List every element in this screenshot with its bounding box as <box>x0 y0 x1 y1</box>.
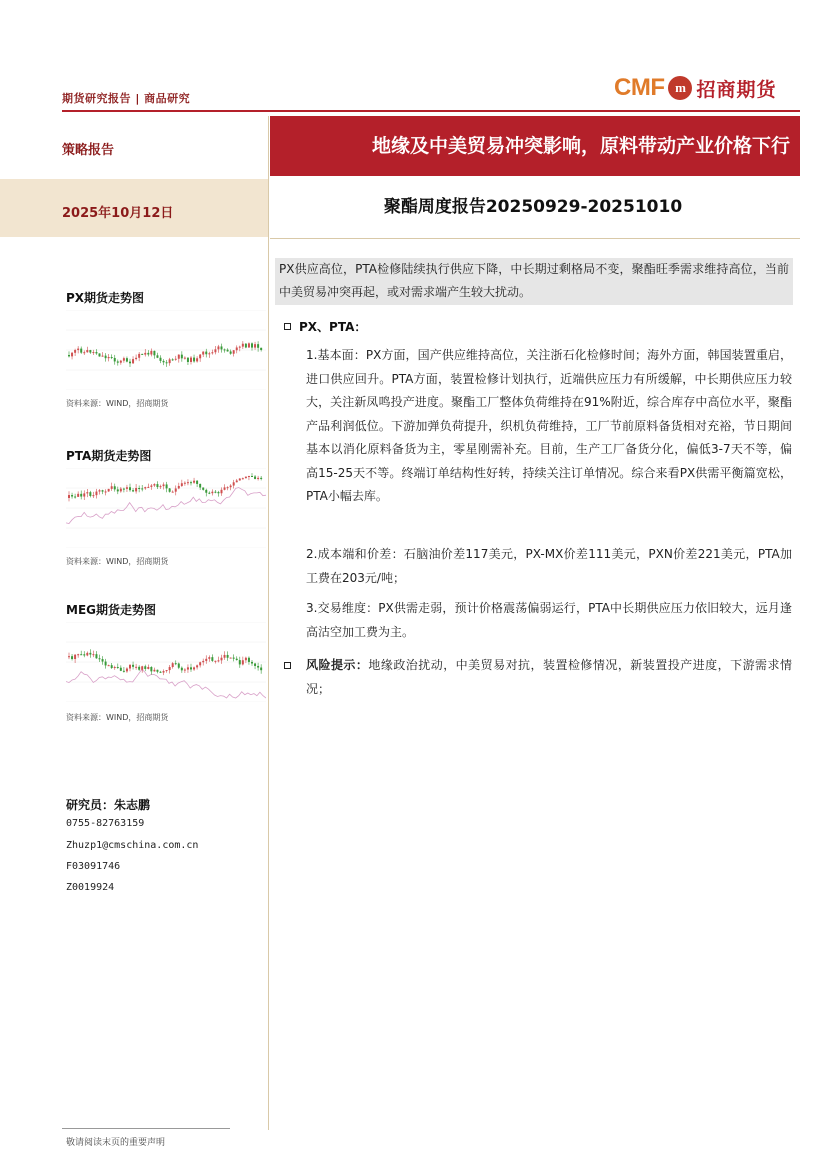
candle-body <box>80 654 82 655</box>
risk-block <box>284 654 792 701</box>
candle-body <box>163 484 165 486</box>
candle-body <box>242 344 244 347</box>
meg-chart-thumbnail <box>66 622 266 702</box>
candle-body <box>77 349 79 350</box>
candle-body <box>166 670 168 671</box>
candle-body <box>129 487 131 490</box>
researcher-license-f: F03091746 <box>66 861 121 872</box>
candle-body <box>248 343 250 347</box>
candle-body <box>242 660 244 664</box>
candle-body <box>86 653 88 656</box>
candle-body <box>68 495 70 498</box>
candle-body <box>169 359 171 363</box>
candle-body <box>236 347 238 350</box>
candle-body <box>260 478 262 479</box>
candle-body <box>86 492 88 493</box>
candle-body <box>163 671 165 672</box>
candle-body <box>108 665 110 666</box>
candle-body <box>214 661 216 662</box>
report-type: 策略报告 <box>62 143 115 158</box>
candle-body <box>83 654 85 655</box>
candle-body <box>199 355 201 359</box>
candle-body <box>227 655 229 658</box>
checkbox-bullet-icon <box>284 323 291 330</box>
candle-body <box>150 351 152 355</box>
candle-body <box>221 346 223 349</box>
candle-body <box>89 492 91 496</box>
candle-body <box>254 344 256 347</box>
candle-body <box>208 493 210 494</box>
candle-body <box>95 492 97 496</box>
candle-body <box>224 349 226 350</box>
candle-body <box>99 658 101 659</box>
candle-body <box>208 353 210 354</box>
candle-body <box>193 481 195 483</box>
candle-body <box>102 659 104 661</box>
candle-body <box>108 357 110 358</box>
header-divider <box>62 110 800 112</box>
candle-body <box>89 350 91 353</box>
candle-body <box>211 352 213 353</box>
candle-body <box>172 663 174 667</box>
candle-body <box>233 658 235 659</box>
candle-body <box>74 497 76 498</box>
candle-body <box>138 667 140 670</box>
candle-body <box>175 663 177 664</box>
candle-body <box>153 484 155 485</box>
candle-body <box>239 347 241 348</box>
candle-body <box>99 490 101 491</box>
candle-body <box>251 343 253 347</box>
candle-body <box>175 359 177 360</box>
candle-body <box>111 357 113 358</box>
candle-body <box>135 667 137 668</box>
candle-body <box>117 361 119 362</box>
candle-body <box>230 658 232 659</box>
candle-body <box>187 482 189 483</box>
candle-body <box>71 495 73 496</box>
candle-body <box>147 487 149 488</box>
candle-body <box>156 670 158 672</box>
candle-body <box>74 655 76 659</box>
candle-body <box>254 664 256 666</box>
researcher-license-z: Z0019924 <box>66 882 115 893</box>
logo-mark-glyph: m <box>675 80 686 95</box>
report-category: 期货研究报告 | 商品研究 <box>62 92 191 105</box>
candle-body <box>187 667 189 669</box>
candle-body <box>150 486 152 487</box>
chart-source-px: 资料来源：WIND，招商期货 <box>66 399 169 408</box>
candle-body <box>129 362 131 364</box>
candle-body <box>123 489 125 490</box>
summary-box: PX供应高位，PTA检修陆续执行供应下降，中长期过剩格局不变，聚酯旺季需求维持高位，当前中美贸易冲突再起，或对需求端产生较大扰动。 <box>275 258 793 305</box>
candle-body <box>208 657 210 659</box>
report-date: 2025年10月12日 <box>62 206 174 221</box>
candle-body <box>126 668 128 671</box>
candle-body <box>236 480 238 482</box>
candle-body <box>117 667 119 668</box>
candle-body <box>184 358 186 359</box>
candle-body <box>224 487 226 489</box>
candle-body <box>233 350 235 353</box>
candle-body <box>83 352 85 353</box>
candle-body <box>196 481 198 484</box>
candle-body <box>111 665 113 668</box>
candle-body <box>214 492 216 493</box>
candle-body <box>221 490 223 493</box>
candle-body <box>77 654 79 655</box>
candle-body <box>217 492 219 493</box>
candle-body <box>178 664 180 668</box>
candle-body <box>95 352 97 353</box>
risk-text: 地缘政治扰动，中美贸易对抗，装置检修情况，新装置投产进度，下游需求情况； <box>306 658 792 696</box>
candle-body <box>224 655 226 658</box>
candle-body <box>117 489 119 491</box>
candle-body <box>132 665 134 667</box>
subtitle-divider <box>270 238 800 239</box>
candle-body <box>138 354 140 358</box>
candle-body <box>102 490 104 491</box>
candle-body <box>83 493 85 496</box>
logo-brand: CMF <box>614 74 665 101</box>
candle-body <box>105 491 107 492</box>
candle-body <box>245 477 247 479</box>
candle-body <box>92 352 94 353</box>
risk-paragraph <box>284 654 792 701</box>
candle-body <box>193 358 195 362</box>
candle-body <box>111 486 113 489</box>
candle-body <box>144 666 146 669</box>
candle-body <box>138 488 140 489</box>
candle-body <box>80 494 82 497</box>
paragraph-cost-spread: 2.成本端和价差：石脑油价差117美元，PX-MX价差111美元，PXN价差221美元，PTA加工费在203元/吨； <box>306 547 792 585</box>
candle-body <box>260 668 262 671</box>
candle-body <box>199 662 201 665</box>
candle-body <box>120 361 122 363</box>
candle-body <box>257 344 259 348</box>
section-title: PX、PTA： <box>299 320 367 334</box>
candle-body <box>227 350 229 352</box>
candle-body <box>172 359 174 360</box>
candle-body <box>163 361 165 362</box>
pta-chart-thumbnail <box>66 468 266 548</box>
candle-body <box>99 353 101 356</box>
candle-body <box>205 352 207 355</box>
candle-body <box>135 488 137 491</box>
researcher-name: 研究员：朱志鹏 <box>66 798 151 812</box>
candle-body <box>71 353 73 357</box>
candle-body <box>114 486 116 489</box>
candle-body <box>74 350 76 353</box>
candle-body <box>178 355 180 359</box>
candle-body <box>80 349 82 353</box>
candle-body <box>202 661 204 662</box>
candle-body <box>248 658 250 662</box>
candle-body <box>260 348 262 350</box>
candle-body <box>114 358 116 361</box>
candle-body <box>105 356 107 359</box>
candle-body <box>156 355 158 357</box>
candle-body <box>181 483 183 486</box>
candle-body <box>160 486 162 487</box>
researcher-phone: 0755-82763159 <box>66 818 145 829</box>
candle-body <box>190 358 192 362</box>
candle-body <box>129 665 131 669</box>
candle-body <box>156 484 158 487</box>
candle-body <box>199 484 201 488</box>
candle-body <box>86 350 88 352</box>
candle-body <box>236 659 238 660</box>
candle-body <box>141 666 143 669</box>
candle-body <box>77 494 79 497</box>
candle-body <box>92 495 94 496</box>
candle-body <box>202 352 204 355</box>
px-chart-thumbnail <box>66 310 266 390</box>
candle-body <box>126 487 128 489</box>
candle-body <box>245 344 247 348</box>
candle-body <box>248 476 250 477</box>
candle-body <box>68 656 70 657</box>
candle-body <box>144 353 146 355</box>
candle-body <box>251 662 253 664</box>
candle-body <box>89 653 91 655</box>
candle-body <box>217 660 219 661</box>
trend-line <box>66 669 266 698</box>
candle-body <box>126 358 128 361</box>
section-heading-px-pta <box>284 318 366 335</box>
researcher-email[interactable]: Zhuzp1@cmschina.com.cn <box>66 840 199 851</box>
candle-body <box>166 484 168 488</box>
candle-body <box>166 362 168 363</box>
candle-body <box>211 492 213 493</box>
candle-body <box>147 667 149 669</box>
candle-body <box>114 667 116 668</box>
company-logo <box>614 71 777 105</box>
candle-body <box>202 488 204 490</box>
candle-body <box>120 489 122 492</box>
candle-body <box>169 488 171 491</box>
footer-disclaimer: 敬请阅读末页的重要声明 <box>66 1138 166 1148</box>
chart-source-pta: 资料来源：WIND，招商期货 <box>66 557 169 566</box>
candle-body <box>160 358 162 361</box>
candle-body <box>251 476 253 477</box>
candle-body <box>190 667 192 669</box>
candle-body <box>257 478 259 479</box>
candle-body <box>132 490 134 491</box>
candle-body <box>92 654 94 655</box>
candle-body <box>141 488 143 489</box>
candle-body <box>214 349 216 352</box>
candle-body <box>105 662 107 666</box>
candle-body <box>147 353 149 355</box>
paragraph-trading: 3.交易维度：PX供需走弱，预计价格震荡偏弱运行，PTA中长期供应压力依旧较大，远月逢高沽空加工费为主。 <box>306 601 792 639</box>
candle-body <box>230 486 232 488</box>
candle-body <box>120 668 122 671</box>
candle-body <box>242 478 244 479</box>
candle-body <box>153 670 155 672</box>
candle-body <box>196 358 198 361</box>
candle-body <box>227 487 229 488</box>
candle-body <box>141 354 143 355</box>
candle-body <box>160 672 162 673</box>
risk-label: 风险提示： <box>306 658 369 672</box>
candle-body <box>239 660 241 664</box>
candle-body <box>190 482 192 483</box>
candle-body <box>230 351 232 353</box>
chart-title-pta: PTA期货走势图 <box>66 449 152 463</box>
logo-mark-icon <box>668 76 692 100</box>
candle-body <box>108 489 110 492</box>
candle-body <box>184 483 186 484</box>
candle-body <box>123 671 125 672</box>
candle-body <box>205 490 207 493</box>
candle-body <box>196 665 198 667</box>
candle-body <box>178 486 180 489</box>
candle-body <box>132 359 134 363</box>
report-subtitle: 聚酯周度报告20250929-20251010 <box>383 197 683 217</box>
candle-body <box>150 667 152 671</box>
candle-body <box>181 668 183 671</box>
candle-body <box>239 479 241 481</box>
candle-body <box>221 658 223 661</box>
candle-body <box>172 492 174 493</box>
candle-body <box>254 476 256 478</box>
footer-divider <box>62 1128 230 1129</box>
candle-body <box>217 346 219 349</box>
report-title: 地缘及中美贸易冲突影响，原料带动产业价格下行 <box>371 135 790 157</box>
candle-body <box>257 666 259 668</box>
chart-title-px: PX期货走势图 <box>66 291 145 305</box>
candle-body <box>205 659 207 661</box>
logo-name: 招商期货 <box>696 78 777 101</box>
candle-body <box>233 482 235 485</box>
candle-body <box>123 358 125 361</box>
candle-body <box>181 355 183 359</box>
candle-body <box>153 351 155 355</box>
paragraph-fundamentals: 1.基本面：PX方面，国产供应维持高位，关注浙石化检修时间；海外方面，韩国装置重启，进口供应回升。PTA方面，装置检修计划执行，近端供应压力有所缓解，中长期供应压力较大，关注新凤鸣投产进度。聚酯工厂整体负荷维持在91%附近，综合库存中高位水平，聚酯产品利润低位。下游加弹负荷提升，织机负荷维持，工厂节前原料备货相对充裕，节日期间基本以消化原料备货为主，零星刚需补充。目前，生产工厂备货分化，偏低3-7天不等，偏高15-25天不等。终端订单结构性好转，持续关注订单情况。综合来看PX供需平衡篇宽松，PTA小幅去库。 <box>306 348 792 503</box>
candle-body <box>102 356 104 357</box>
candle-body <box>184 670 186 671</box>
chart-source-meg: 资料来源：WIND，招商期货 <box>66 713 169 722</box>
chart-title-meg: MEG期货走势图 <box>66 603 156 617</box>
candle-body <box>175 488 177 491</box>
candle-body <box>187 358 189 362</box>
candle-body <box>193 667 195 669</box>
candle-body <box>245 658 247 660</box>
candle-body <box>169 667 171 670</box>
candle-body <box>211 657 213 661</box>
column-divider <box>268 116 269 1130</box>
candle-body <box>71 656 73 659</box>
candle-body <box>135 358 137 359</box>
checkbox-bullet-icon <box>284 662 291 669</box>
candle-body <box>68 355 70 356</box>
candle-body <box>95 654 97 658</box>
candle-body <box>144 487 146 488</box>
